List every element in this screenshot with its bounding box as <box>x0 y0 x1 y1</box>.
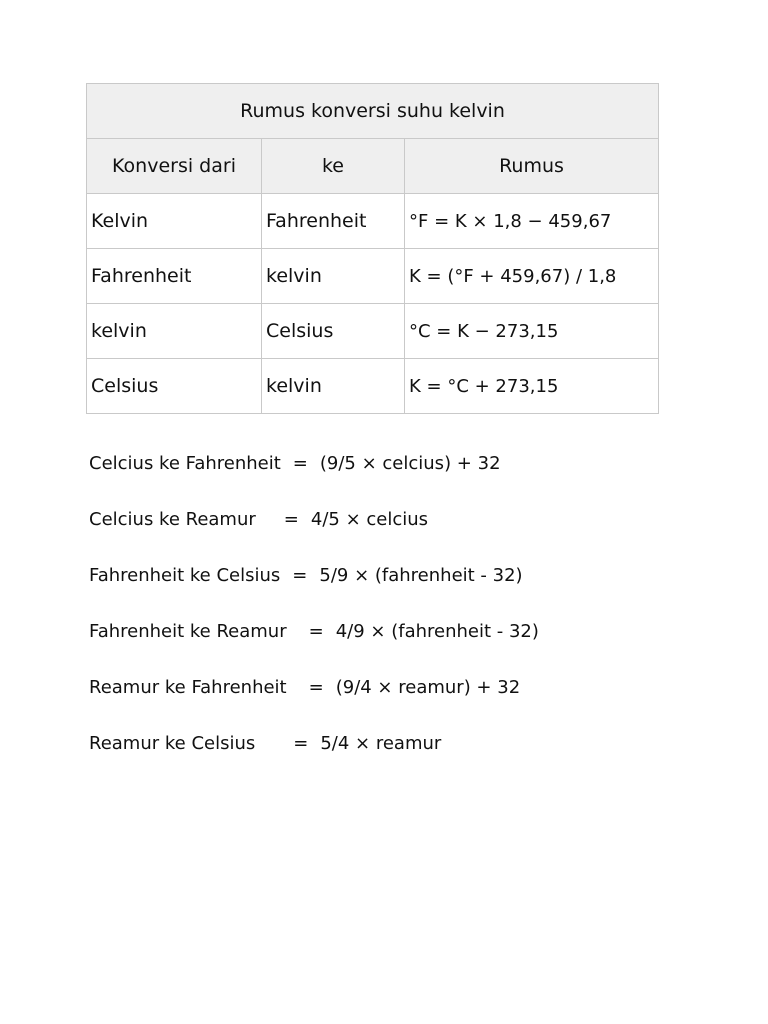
cell-formula: °F = K × 1,8 − 459,67 <box>405 194 659 249</box>
equals-sign: = <box>292 565 308 586</box>
cell-from: Fahrenheit <box>87 249 262 304</box>
formula-label: Celcius ke Fahrenheit <box>89 453 281 474</box>
formula-expression: (9/5 × celcius) + 32 <box>319 453 501 474</box>
equals-sign: = <box>308 677 324 698</box>
formula-line <box>89 733 709 789</box>
column-header-from: Konversi dari <box>87 139 262 194</box>
formula-expression: (9/4 × reamur) + 32 <box>335 677 521 698</box>
formula-line <box>89 565 709 621</box>
formula-label: Celcius ke Reamur <box>89 509 256 530</box>
formula-label: Fahrenheit ke Celsius <box>89 565 281 586</box>
formula-line <box>89 453 709 509</box>
formula-label: Fahrenheit ke Reamur <box>89 621 287 642</box>
table-title-row <box>87 84 659 139</box>
table-header-row <box>87 139 659 194</box>
conversion-table <box>86 83 659 414</box>
formula-line <box>89 621 709 677</box>
formula-expression: 4/9 × (fahrenheit - 32) <box>335 621 539 642</box>
formula-expression: 5/4 × reamur <box>320 733 442 754</box>
column-header-formula: Rumus <box>405 139 659 194</box>
cell-to: Fahrenheit <box>262 194 405 249</box>
column-header-to: ke <box>262 139 405 194</box>
formula-line <box>89 677 709 733</box>
cell-formula: K = (°F + 459,67) / 1,8 <box>405 249 659 304</box>
cell-from: Kelvin <box>87 194 262 249</box>
formula-label: Reamur ke Fahrenheit <box>89 677 287 698</box>
cell-to: kelvin <box>262 249 405 304</box>
table-row <box>87 304 659 359</box>
table-title: Rumus konversi suhu kelvin <box>87 84 659 139</box>
table-row <box>87 359 659 414</box>
equals-sign: = <box>308 621 324 642</box>
cell-to: Celsius <box>262 304 405 359</box>
formula-expression: 4/5 × celcius <box>310 509 429 530</box>
cell-formula: °C = K − 273,15 <box>405 304 659 359</box>
formula-label: Reamur ke Celsius <box>89 733 256 754</box>
cell-from: kelvin <box>87 304 262 359</box>
equals-sign: = <box>293 733 309 754</box>
cell-to: kelvin <box>262 359 405 414</box>
equals-sign: = <box>283 509 299 530</box>
table-row <box>87 194 659 249</box>
cell-from: Celsius <box>87 359 262 414</box>
formula-expression: 5/9 × (fahrenheit - 32) <box>319 565 523 586</box>
cell-formula: K = °C + 273,15 <box>405 359 659 414</box>
formula-line <box>89 509 709 565</box>
formula-list <box>89 453 709 789</box>
equals-sign: = <box>292 453 308 474</box>
table-row <box>87 249 659 304</box>
